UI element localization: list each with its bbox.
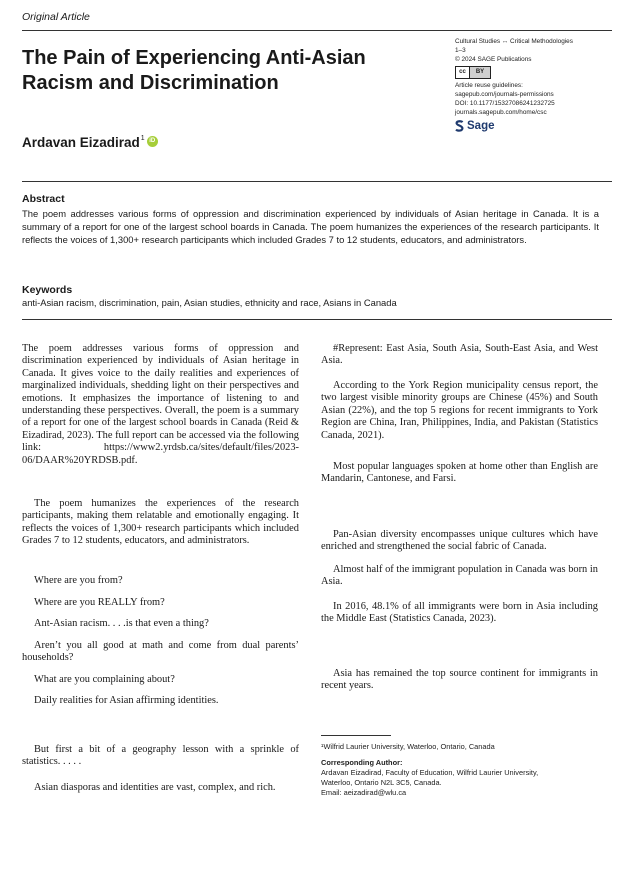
poem-line: Aren’t you all good at math and come from dual parents’ households? [22, 640, 299, 664]
reuse-link[interactable]: sagepub.com/journals-permissions [455, 91, 554, 98]
poem-line: Where are you REALLY from? [34, 597, 165, 608]
poem-line: Pan-Asian diversity encompasses unique cultures which have enriched and strengthened the social fabric of Canada. [321, 529, 598, 553]
keywords-rule [22, 319, 612, 320]
by-icon: BY [475, 69, 485, 75]
reuse-label: Article reuse guidelines: [455, 82, 523, 89]
orcid-icon[interactable]: iD [147, 136, 158, 147]
journal-name: Cultural Studies ↔ Critical Methodologies [455, 38, 573, 45]
poem-line: What are you complaining about? [34, 674, 175, 685]
title-line-1: The Pain of Experiencing Anti-Asian [22, 47, 366, 69]
poem-line: Ant-Asian racism. . . .is that even a thing? [34, 618, 209, 629]
cc-license-badge[interactable] [455, 66, 491, 79]
keywords-heading: Keywords [22, 284, 73, 296]
sage-s-icon [455, 120, 464, 132]
sage-logo-text: Sage [467, 119, 495, 132]
corresponding-author-line-2: Waterloo, Ontario N2L 3C5, Canada. [321, 778, 442, 787]
right-column [321, 343, 598, 723]
article-type-label: Original Article [22, 11, 90, 23]
author-affiliation-mark: 1 [140, 135, 145, 142]
poem-line: Daily realities for Asian affirming identities. [34, 695, 219, 706]
poem-line: Most popular languages spoken at home other than English are Mandarin, Cantonese, and Farsi. [321, 461, 598, 485]
journal-home-link[interactable]: journals.sagepub.com/home/csc [455, 109, 547, 116]
corresponding-author-email[interactable]: Email: aeizadirad@wlu.ca [321, 788, 407, 797]
poem-line: In 2016, 48.1% of all immigrants were born in Asia including the Middle East (Statistics Canada, 2023). [321, 601, 598, 625]
abstract-heading: Abstract [22, 193, 65, 205]
poem-line: But first a bit of a geography lesson with a sprinkle of statistics. . . . . [22, 744, 299, 768]
keywords-text: anti-Asian racism, discrimination, pain, Asian studies, ethnicity and race, Asians in Canada [22, 297, 397, 308]
author-line [22, 135, 158, 150]
intro-paragraph: The poem addresses various forms of oppression and discrimination experienced by individuals of Asian heritage in Canada. It gives voice to the daily realities and experiences of marginalized individuals, shedding light on their perspectives and emotions. It emphasizes the importance of listening to and understanding these perspectives. Overall, the poem is a summary of a report for one of the largest school boards in Canada (Reid & Eizadirad, 2023). The full report can be accessed via the following link: https://www2.yrdsb.ca/sites/default/files/2023-06/DAAR%20YRDSB.pdf. [22, 343, 299, 466]
footnote-rule [321, 735, 391, 736]
poem-line: Asia has remained the top source continent for immigrants in recent years. [321, 668, 598, 692]
corresponding-author-label: Corresponding Author: [321, 758, 403, 767]
article-title [22, 46, 422, 96]
title-line-2: Racism and Discrimination [22, 72, 279, 94]
header-rule [22, 30, 612, 31]
affiliation-note: ¹Wilfrid Laurier University, Waterloo, Ontario, Canada [321, 742, 495, 751]
body-paragraph-2: The poem humanizes the experiences of the research participants, making them relatable and emotionally engaging. It reflects the voices of 1,300+ research participants which included Grades 7 to 12 students, educators, and administrators. [22, 498, 299, 547]
journal-copyright: © 2024 SAGE Publications [455, 56, 532, 63]
sage-logo [455, 120, 615, 132]
corresponding-author-line-1: Ardavan Eizadirad, Faculty of Education, Wilfrid Laurier University, [321, 768, 539, 777]
left-column [22, 343, 299, 813]
poem-line: Asian diasporas and identities are vast, complex, and rich. [34, 782, 276, 793]
cc-icon: cc [456, 67, 470, 78]
poem-line: #Represent: East Asia, South Asia, South-East Asia, and West Asia. [321, 343, 598, 367]
poem-line: Where are you from? [34, 575, 123, 586]
poem-line: Almost half of the immigrant population in Canada was born in Asia. [321, 564, 598, 588]
abstract-text: The poem addresses various forms of oppression and discrimination experienced by individuals of Asian heritage in Canada. It is a summary of a report for one of the largest school boards in Canada. The poem humanizes the experiences of the research participants. It reflects the voices of 1,300+ research participants which included Grades 7 to 12 students, educators, and administrators. [22, 208, 599, 245]
journal-info [455, 37, 615, 132]
doi-link[interactable]: DOI: 10.1177/15327086241232725 [455, 100, 555, 107]
journal-pages: 1–3 [455, 47, 466, 54]
abstract-rule [22, 181, 612, 182]
footnotes [321, 742, 601, 798]
author-name: Ardavan Eizadirad [22, 135, 140, 150]
poem-line: According to the York Region municipality census report, the two largest visible minority groups are Chinese (45%) and South Asian (22%), and the top 5 regions for recent immigrants to York Region are China, Iran, Philippines, India, and Pakistan (Statistics Canada, 2021). [321, 380, 598, 441]
